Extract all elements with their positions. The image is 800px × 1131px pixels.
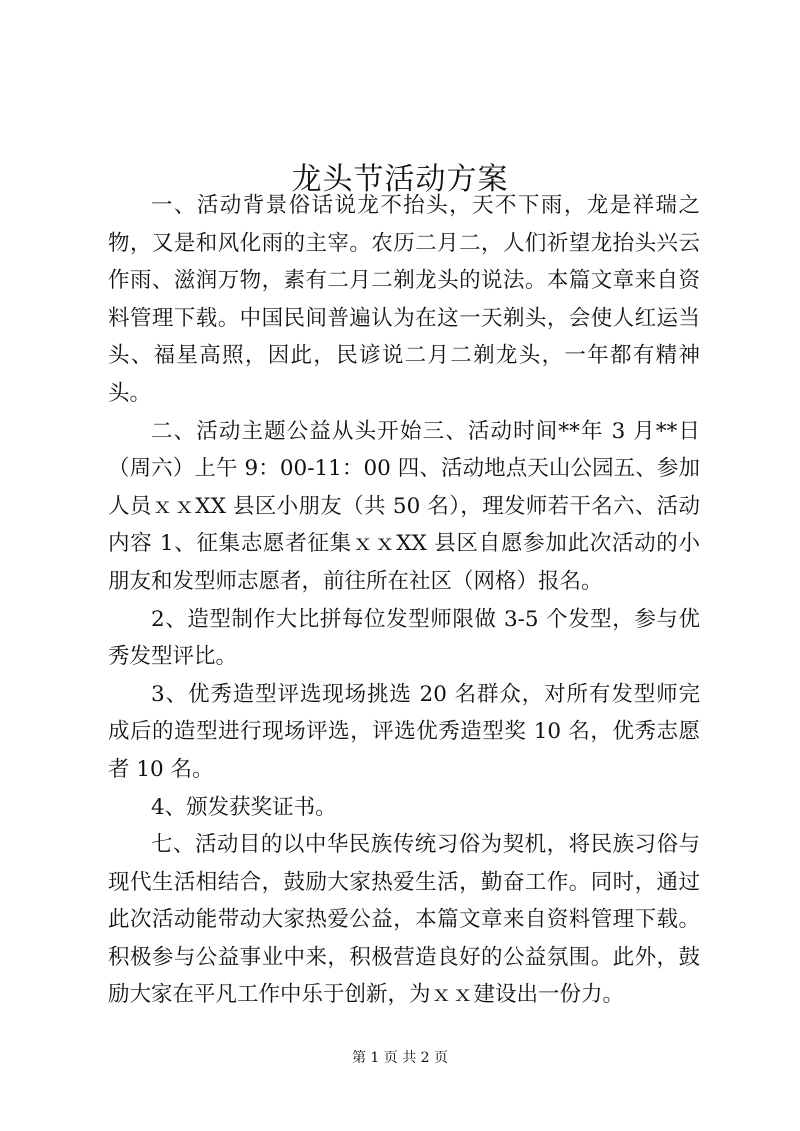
paragraph-styling-contest: 2、造型制作大比拼每位发型师限做 3-5 个发型，参与优秀发型评比。 bbox=[108, 606, 700, 670]
paragraph-purpose: 七、活动目的以中华民族传统习俗为契机，将民族习俗与现代生活相结合，鼓励大家热爱生活，勤奋工作。同时，通过此次活动能带动大家热爱公益，本篇文章来自资料管理下载。积极参与公益事业中来，积极营造良好的公益氛围。此外，鼓励大家在平凡工作中乐于创新，为ｘｘ建设出一份力。 bbox=[108, 832, 700, 1008]
document-body bbox=[108, 187, 700, 1014]
paragraph-theme-time-location: 二、活动主题公益从头开始三、活动时间**年 3 月**日（周六）上午 9：00-11：00 四、活动地点天山公园五、参加人员ｘｘXX 县区小朋友（共 50 名），理发师若干名六、活动内容 1、征集志愿者征集ｘｘXX 县区自愿参加此次活动的小朋友和发型师志愿者，前往所在社区（网格）报名。 bbox=[108, 418, 700, 594]
page-footer: 第 1 页 共 2 页 bbox=[351, 1050, 449, 1066]
page-title: 龙头节活动方案 bbox=[291, 162, 509, 198]
paragraph-award-certificate: 4、颁发获奖证书。 bbox=[151, 794, 337, 820]
paragraph-background: 一、活动背景俗话说龙不抬头，天不下雨，龙是祥瑞之物，又是和风化雨的主宰。农历二月二，人们祈望龙抬头兴云作雨、滋润万物，素有二月二剃龙头的说法。本篇文章来自资料管理下载。中国民间普遍认为在这一天剃头，会使人红运当头、福星高照，因此，民谚说二月二剃龙头，一年都有精神头。 bbox=[108, 193, 700, 406]
paragraph-styling-selection: 3、优秀造型评选现场挑选 20 名群众，对所有发型师完成后的造型进行现场评选，评选优秀造型奖 10 名，优秀志愿者 10 名。 bbox=[108, 681, 700, 782]
